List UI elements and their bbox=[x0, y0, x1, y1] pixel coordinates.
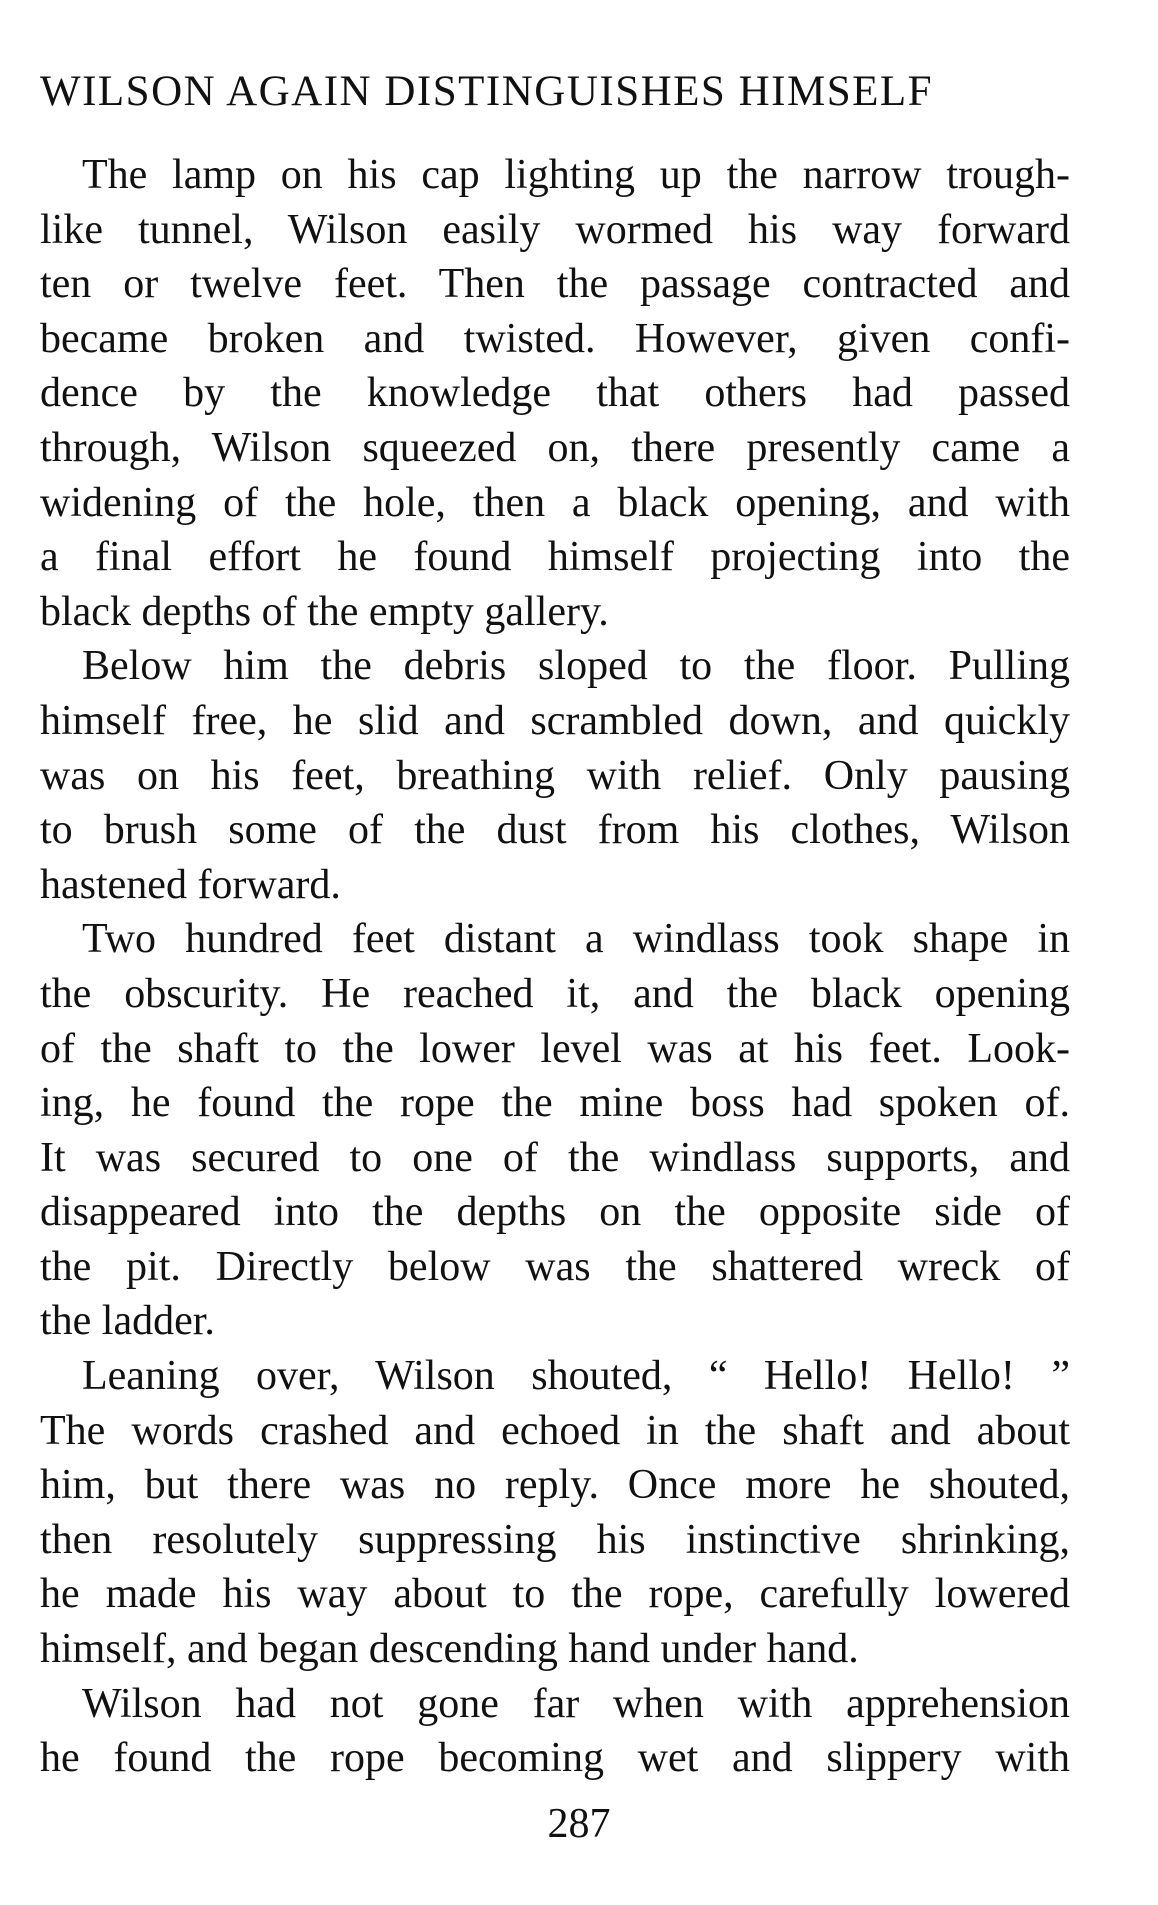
text-line: was on his feet, breathing with relief. Only pausing bbox=[40, 752, 1070, 799]
paragraph bbox=[40, 1349, 1070, 1677]
paragraph bbox=[40, 912, 1070, 1349]
text-line: Leaning over, Wilson shouted, “ Hello! Hello! ” bbox=[82, 1353, 1070, 1400]
text-line: The words crashed and echoed in the shaft and about bbox=[40, 1407, 1070, 1454]
text-line: The lamp on his cap lighting up the narrow trough- bbox=[82, 152, 1070, 198]
text-line: through, Wilson squeezed on, there presently came a bbox=[40, 424, 1070, 471]
text-line: the ladder. bbox=[40, 1298, 215, 1345]
page-number: 287 bbox=[547, 1801, 611, 1847]
text-line: a final effort he found himself projecting into the bbox=[40, 534, 1070, 581]
text-line: the pit. Directly below was the shattered wreck of bbox=[40, 1243, 1070, 1290]
text-line: ten or twelve feet. Then the passage contracted and bbox=[40, 261, 1070, 308]
text-line: Wilson had not gone far when with apprehension bbox=[82, 1680, 1070, 1727]
text-line: of the shaft to the lower level was at his feet. Look- bbox=[40, 1025, 1070, 1072]
text-line: like tunnel, Wilson easily wormed his way forward bbox=[40, 206, 1070, 253]
text-line: himself free, he slid and scrambled down, and quickly bbox=[40, 697, 1070, 744]
text-line: he made his way about to the rope, carefully lowered bbox=[40, 1571, 1070, 1618]
text-line: black depths of the empty gallery. bbox=[40, 588, 609, 635]
text-line: then resolutely suppressing his instinctive shrinking, bbox=[40, 1516, 1070, 1563]
text-line: became broken and twisted. However, given confi- bbox=[40, 315, 1070, 362]
text-line: widening of the hole, then a black opening, and with bbox=[40, 479, 1070, 526]
text-line: to brush some of the dust from his clothes, Wilson bbox=[40, 807, 1070, 854]
text-line: himself, and began descending hand under hand. bbox=[40, 1626, 859, 1673]
text-line: the obscurity. He reached it, and the black opening bbox=[40, 970, 1070, 1017]
text-line: hastened forward. bbox=[40, 861, 341, 908]
text-line: Two hundred feet distant a windlass took shape in bbox=[82, 916, 1070, 963]
text-line: It was secured to one of the windlass supports, and bbox=[40, 1134, 1070, 1181]
running-head: WILSON AGAIN DISTINGUISHES HIMSELF bbox=[40, 68, 934, 115]
paragraph bbox=[40, 1677, 1070, 1786]
paragraph bbox=[40, 148, 1070, 639]
text-line: disappeared into the depths on the opposite side of bbox=[40, 1189, 1070, 1236]
text-line: Below him the debris sloped to the floor. Pulling bbox=[82, 643, 1070, 690]
text-line: he found the rope becoming wet and slippery with bbox=[40, 1735, 1070, 1782]
text-line: dence by the knowledge that others had passed bbox=[40, 370, 1070, 417]
text-line: ing, he found the rope the mine boss had spoken of. bbox=[40, 1080, 1070, 1127]
body-text bbox=[40, 148, 1070, 1786]
paragraph bbox=[40, 639, 1070, 912]
text-line: him, but there was no reply. Once more he shouted, bbox=[40, 1462, 1070, 1509]
